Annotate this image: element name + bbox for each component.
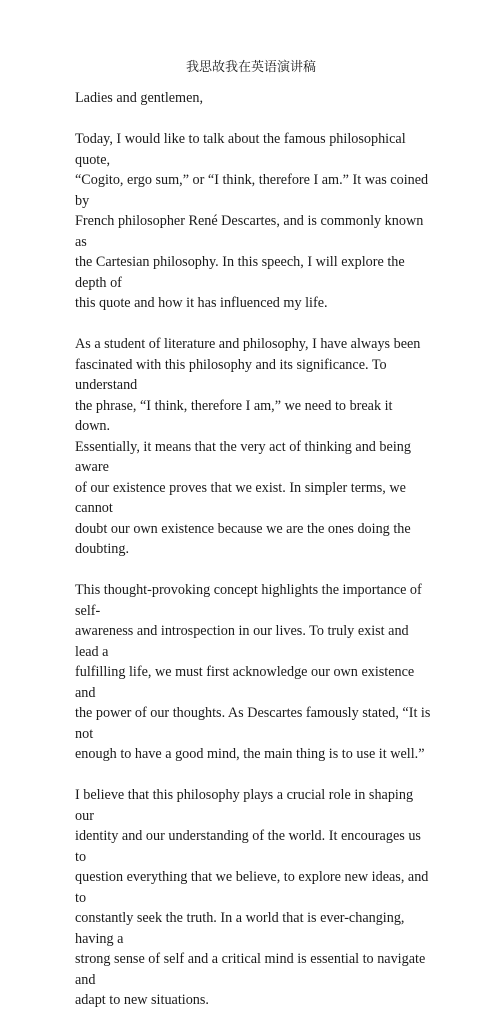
text-line: fascinated with this philosophy and its significance. To understand (75, 356, 387, 393)
text-line: French philosopher René Descartes, and is commonly known as (75, 213, 424, 250)
text-line: this quote and how it has influenced my life. (75, 295, 328, 311)
text-line: I believe that this philosophy plays a crucial role in shaping our (75, 787, 414, 824)
paragraph-salutation (75, 88, 431, 109)
text-line: question everything that we believe, to explore new ideas, and to (75, 869, 429, 906)
text-line: “Cogito, ergo sum,” or “I think, therefore I am.” It was coined by (75, 172, 429, 209)
paragraph-identity (75, 785, 431, 1011)
text-line: identity and our understanding of the world. It encourages us to (75, 828, 421, 865)
text-line: the Cartesian philosophy. In this speech, I will explore the depth of (75, 254, 405, 291)
paragraph-meaning (75, 334, 431, 560)
text-line: the phrase, “I think, therefore I am,” we need to break it down. (75, 397, 393, 434)
text-line: As a student of literature and philosophy, I have always been (75, 336, 421, 352)
text-line: doubt our own existence because we are the ones doing the (75, 520, 411, 537)
text-line: enough to have a good mind, the main thing is to use it well.” (75, 746, 425, 762)
page-title: 我思故我在英语演讲稿 (185, 60, 316, 75)
text-line: the power of our thoughts. As Descartes famously stated, “It is not (75, 705, 431, 742)
text-line: doubting. (75, 541, 129, 557)
text-line: Essentially, it means that the very act of thinking and being aware (75, 438, 411, 475)
paragraph-introduction (75, 129, 431, 314)
text-line: Today, I would like to talk about the famous philosophical quote, (75, 131, 406, 168)
text-line: strong sense of self and a critical mind is essential to navigate and (75, 951, 426, 988)
text-line: of our existence proves that we exist. In simpler terms, we cannot (75, 479, 406, 516)
text-line: Ladies and gentlemen, (75, 90, 204, 106)
text-line: fulfilling life, we must first acknowledge our own existence and (75, 664, 415, 701)
text-line: adapt to new situations. (75, 992, 209, 1008)
paragraph-self-awareness (75, 580, 431, 765)
text-line: constantly seek the truth. In a world that is ever-changing, having a (75, 910, 405, 947)
text-line: This thought-provoking concept highlights the importance of self- (75, 582, 422, 619)
document-body (75, 88, 431, 1031)
text-line: awareness and introspection in our lives. To truly exist and lead a (75, 623, 409, 660)
